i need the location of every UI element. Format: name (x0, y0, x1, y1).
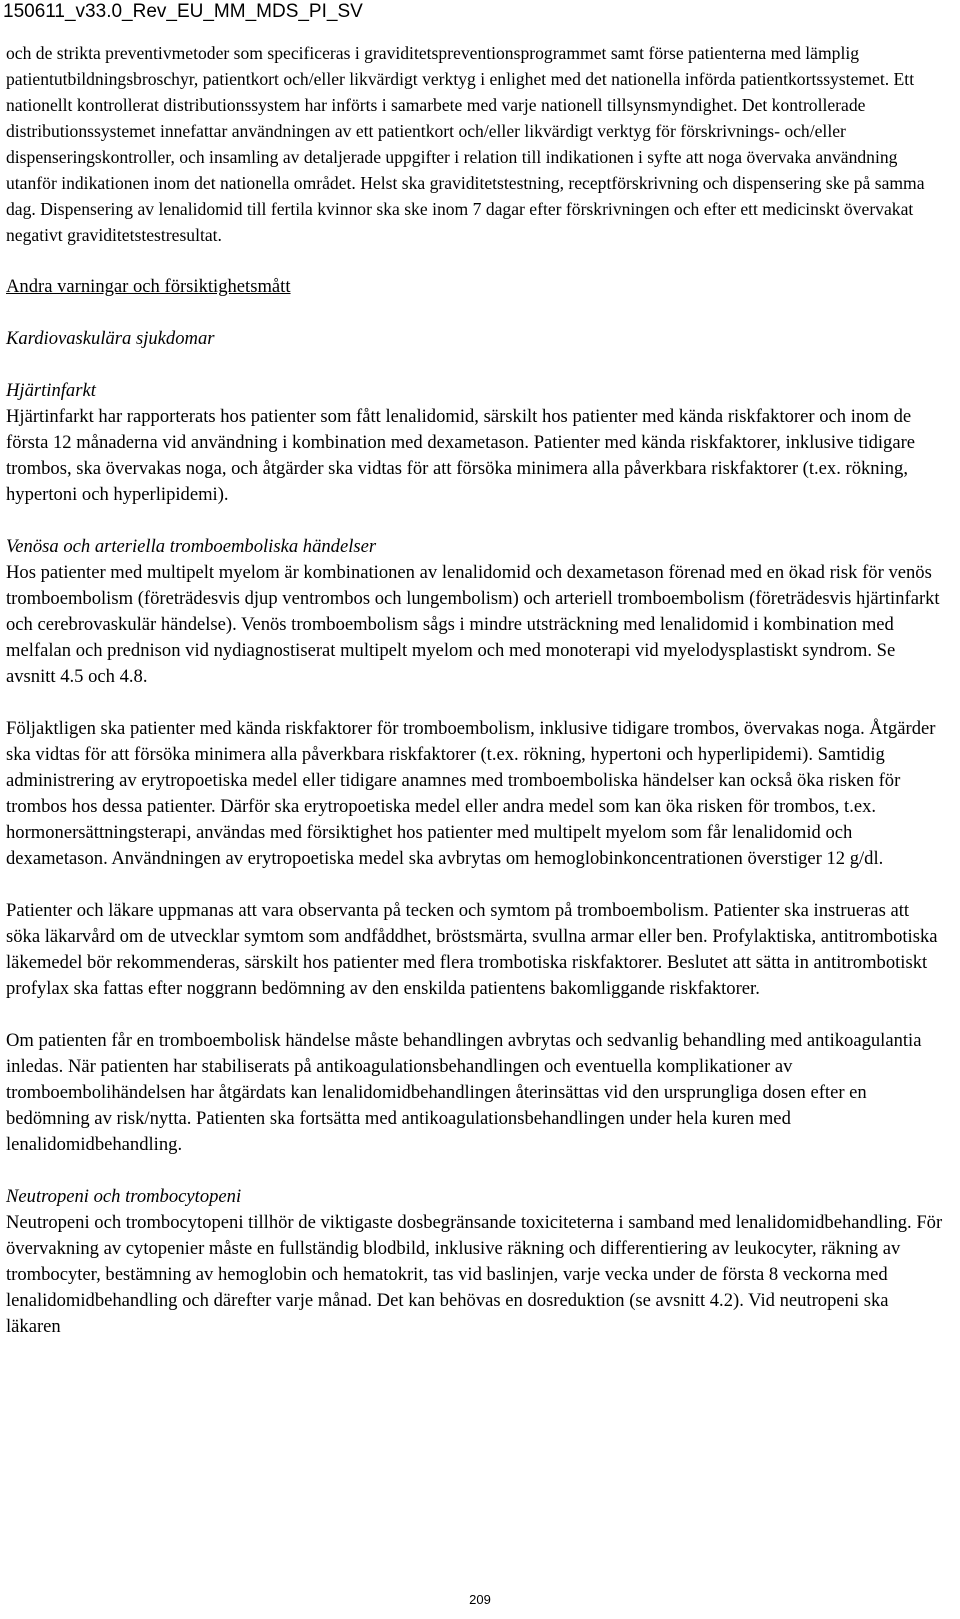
document-body (6, 40, 946, 1340)
spacer (6, 872, 946, 898)
section-heading-warnings: Andra varningar och försiktighetsmått (6, 276, 291, 297)
subheading-thromboembolic-events: Venösa och arteriella tromboemboliska händelser (6, 536, 377, 557)
spacer (6, 300, 946, 326)
spacer (6, 248, 946, 274)
spacer (6, 1002, 946, 1028)
spacer (6, 352, 946, 378)
document-id-header: 150611_v33.0_Rev_EU_MM_MDS_PI_SV (3, 1, 363, 22)
paragraph-thromboembolic-management: Om patienten får en tromboembolisk händelse måste behandlingen avbrytas och sedvanlig behandling med antikoagulantia inledas. När patienten har stabiliserats på antikoagulationsbehandlingen och eventuella komplikationer av tromboembolihändelsen har åtgärdats kan lenalidomidbehandlingen återinsättas vid den ursprungliga dosen efter en bedömning av risk/nytta. Patienten ska fortsätta med antikoagulationsbehandlingen under hela kuren med lenalidomidbehandling. (6, 1030, 922, 1155)
paragraph-risk-factors: Följaktligen ska patienter med kända riskfaktorer för tromboembolism, inklusive tidigare trombos, övervakas noga. Åtgärder ska vidtas för att försöka minimera alla påverkbara riskfaktorer (t.ex. rökning, hypertoni och hyperlipidemi). Samtidig administrering av erytropoetiska medel eller tidigare anamnes med tromboemboliska händelser kan också öka risken för trombos hos dessa patienter. Därför ska erytropoetiska medel eller andra medel som kan öka risken för trombos, t.ex. hormonersättningsterapi, användas med försiktighet hos patienter med multipelt myelom som får lenalidomid och dexametason. Användningen av erytropoetiska medel ska avbrytas om hemoglobinkoncentrationen överstiger 12 g/dl. (6, 718, 936, 869)
page-number: 209 (469, 1592, 491, 1607)
subheading-neutropenia: Neutropeni och trombocytopeni (6, 1186, 242, 1207)
spacer (6, 690, 946, 716)
paragraph-myocardial-infarction: Hjärtinfarkt har rapporterats hos patienter som fått lenalidomid, särskilt hos patienter med kända riskfaktorer och inom de första 12 månaderna vid användning i kombination med dexametason. Patienter med kända riskfaktorer, inklusive tidigare trombos, ska övervakas noga, och åtgärder ska vidtas för att försöka minimera alla påverkbara riskfaktorer (t.ex. rökning, hypertoni och hyperlipidemi). (6, 406, 916, 505)
spacer (6, 1158, 946, 1184)
paragraph-intro: och de strikta preventivmetoder som specificeras i graviditetspreventionsprogrammet samt förse patienterna med lämplig patientutbildningsbroschyr, patientkort och/eller likvärdigt verktyg i enlighet med det nationella införda patientkortssystemet. Ett nationellt kontrollerat distributionssystem har införts i samarbete med varje nationell tillsynsmyndighet. Det kontrollerade distributionssystemet innefattar användningen av ett patientkort och/eller likvärdigt verktyg för förskrivnings- och/eller dispenseringskontroller, och insamling av detaljerade uppgifter i relation till indikationen i syfte att noga övervaka användning utanför indikationen inom det nationella området. Helst ska graviditetstestning, receptförskrivning och dispensering ske på samma dag. Dispensering av lenalidomid till fertila kvinnor ska ske inom 7 dagar efter förskrivningen och efter ett medicinskt övervakat negativt graviditetstestresultat. (6, 43, 925, 245)
spacer (6, 508, 946, 534)
subheading-cardiovascular: Kardiovaskulära sjukdomar (6, 328, 215, 349)
paragraph-thromboembolic-events: Hos patienter med multipelt myelom är kombinationen av lenalidomid och dexametason förenad med en ökad risk för venös tromboembolism (företrädesvis djup ventrombos och lungembolism) och arteriell tromboembolism (företrädesvis hjärtinfarkt och cerebrovaskulär händelse). Venös tromboembolism sågs i mindre utsträckning med lenalidomid i kombination med melfalan och prednison vid nydiagnostiserat multipelt myelom och med monoterapi vid myelodysplastiskt syndrom. Se avsnitt 4.5 och 4.8. (6, 562, 940, 687)
paragraph-neutropenia: Neutropeni och trombocytopeni tillhör de viktigaste dosbegränsande toxiciteterna i samband med lenalidomidbehandling. För övervakning av cytopenier måste en fullständig blodbild, inklusive räkning och differentiering av leukocyter, räkning av trombocyter, bestämning av hemoglobin och hematokrit, tas vid baslinjen, varje vecka under de första 8 veckorna med lenalidomidbehandling och därefter varje månad. Det kan behövas en dosreduktion (se avsnitt 4.2). Vid neutropeni ska läkaren (6, 1212, 943, 1337)
paragraph-patients-doctors: Patienter och läkare uppmanas att vara observanta på tecken och symtom på tromboembolism. Patienter ska instrueras att söka läkarvård om de utvecklar symtom som andfåddhet, bröstsmärta, svullna armar eller ben. Profylaktiska, antitrombotiska läkemedel bör rekommenderas, särskilt hos patienter med flera trombotiska riskfaktorer. Beslutet att sätta in antitrombotiskt profylax ska fattas efter noggrann bedömning av den enskilda patientens bakomliggande riskfaktorer. (6, 900, 938, 999)
subheading-myocardial-infarction: Hjärtinfarkt (6, 380, 96, 401)
